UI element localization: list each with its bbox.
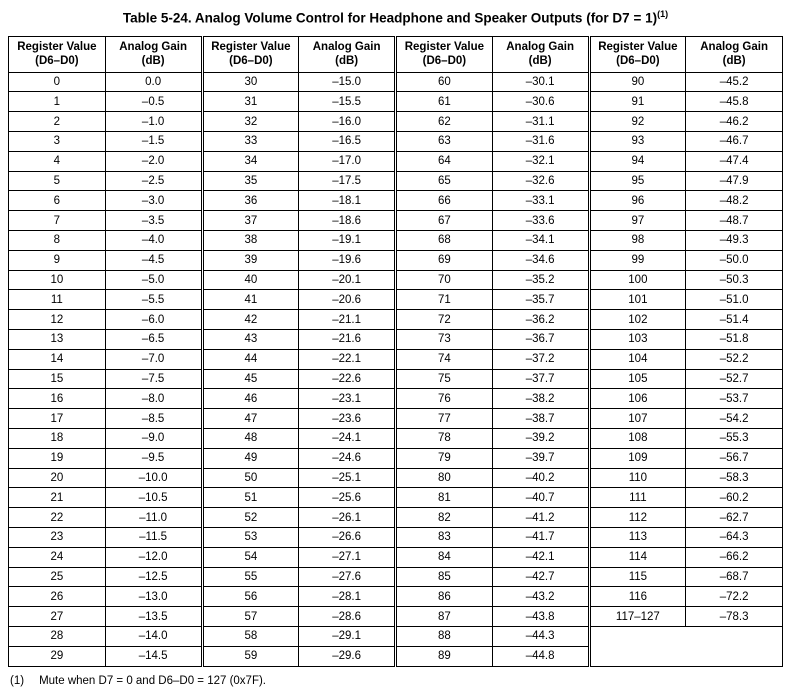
footnote-text: Mute when D7 = 0 and D6–D0 = 127 (0x7F). xyxy=(39,674,266,687)
analog-gain-cell: –20.6 xyxy=(299,290,396,310)
analog-gain-cell: –30.6 xyxy=(492,92,589,112)
register-value-cell: 95 xyxy=(589,171,686,191)
analog-gain-cell: –1.5 xyxy=(105,132,202,152)
register-value-cell: 43 xyxy=(202,330,299,350)
analog-gain-cell: –14.5 xyxy=(105,646,202,666)
register-value-cell: 0 xyxy=(9,72,106,92)
register-value-cell: 79 xyxy=(396,448,493,468)
register-value-cell: 106 xyxy=(589,389,686,409)
analog-gain-cell: –9.5 xyxy=(105,448,202,468)
register-value-cell: 72 xyxy=(396,310,493,330)
register-value-cell: 111 xyxy=(589,488,686,508)
register-value-cell: 10 xyxy=(9,270,106,290)
analog-gain-cell: –66.2 xyxy=(686,547,783,567)
register-value-cell: 83 xyxy=(396,528,493,548)
table-row xyxy=(9,231,783,251)
analog-gain-cell: –22.6 xyxy=(299,369,396,389)
register-value-cell: 30 xyxy=(202,72,299,92)
table-row xyxy=(9,409,783,429)
register-value-cell: 2 xyxy=(9,112,106,132)
register-value-cell: 27 xyxy=(9,607,106,627)
footnote xyxy=(8,675,783,687)
register-value-cell: 85 xyxy=(396,567,493,587)
register-value-cell: 94 xyxy=(589,151,686,171)
register-value-cell: 56 xyxy=(202,587,299,607)
register-value-cell: 25 xyxy=(9,567,106,587)
analog-gain-cell: –23.6 xyxy=(299,409,396,429)
analog-gain-cell: –19.1 xyxy=(299,231,396,251)
register-value-cell: 92 xyxy=(589,112,686,132)
table-row xyxy=(9,132,783,152)
register-value-cell: 98 xyxy=(589,231,686,251)
analog-gain-cell: –32.6 xyxy=(492,171,589,191)
register-value-cell: 108 xyxy=(589,429,686,449)
register-value-cell: 47 xyxy=(202,409,299,429)
register-value-cell: 88 xyxy=(396,627,493,647)
table-row xyxy=(9,547,783,567)
register-value-cell: 74 xyxy=(396,349,493,369)
register-value-cell: 96 xyxy=(589,191,686,211)
analog-gain-cell: –64.3 xyxy=(686,528,783,548)
register-value-cell: 22 xyxy=(9,508,106,528)
analog-gain-cell: –31.1 xyxy=(492,112,589,132)
analog-gain-cell: –15.0 xyxy=(299,72,396,92)
analog-gain-cell: –48.2 xyxy=(686,191,783,211)
table-row xyxy=(9,330,783,350)
register-value-cell: 35 xyxy=(202,171,299,191)
register-value-cell: 1 xyxy=(9,92,106,112)
register-value-cell: 17 xyxy=(9,409,106,429)
register-value-cell: 36 xyxy=(202,191,299,211)
analog-gain-cell: –52.2 xyxy=(686,349,783,369)
register-value-cell: 41 xyxy=(202,290,299,310)
register-value-cell: 18 xyxy=(9,429,106,449)
analog-gain-cell: –42.1 xyxy=(492,547,589,567)
analog-gain-cell: –52.7 xyxy=(686,369,783,389)
analog-gain-cell: –39.2 xyxy=(492,429,589,449)
analog-gain-cell: –56.7 xyxy=(686,448,783,468)
analog-gain-cell: –11.0 xyxy=(105,508,202,528)
analog-gain-cell: –22.1 xyxy=(299,349,396,369)
analog-gain-cell: –40.7 xyxy=(492,488,589,508)
register-value-cell: 103 xyxy=(589,330,686,350)
analog-gain-cell: –6.0 xyxy=(105,310,202,330)
table-row xyxy=(9,310,783,330)
analog-gain-cell: –7.5 xyxy=(105,369,202,389)
analog-gain-cell: –27.1 xyxy=(299,547,396,567)
register-value-cell: 115 xyxy=(589,567,686,587)
analog-gain-cell: –50.3 xyxy=(686,270,783,290)
register-value-cell: 66 xyxy=(396,191,493,211)
analog-gain-cell: –4.5 xyxy=(105,250,202,270)
analog-gain-cell: –28.6 xyxy=(299,607,396,627)
register-value-cell: 54 xyxy=(202,547,299,567)
analog-gain-cell: –15.5 xyxy=(299,92,396,112)
analog-gain-cell: –11.5 xyxy=(105,528,202,548)
register-value-cell: 107 xyxy=(589,409,686,429)
analog-gain-cell: –29.1 xyxy=(299,627,396,647)
register-value-cell: 110 xyxy=(589,468,686,488)
register-value-cell: 15 xyxy=(9,369,106,389)
register-value-cell: 58 xyxy=(202,627,299,647)
analog-gain-cell: –42.7 xyxy=(492,567,589,587)
analog-gain-cell: –26.1 xyxy=(299,508,396,528)
table-row xyxy=(9,567,783,587)
table-row xyxy=(9,151,783,171)
analog-gain-cell: –12.5 xyxy=(105,567,202,587)
analog-gain-cell: –44.8 xyxy=(492,646,589,666)
register-value-cell: 42 xyxy=(202,310,299,330)
analog-gain-cell: –51.8 xyxy=(686,330,783,350)
analog-gain-cell: –44.3 xyxy=(492,627,589,647)
analog-gain-cell: –8.5 xyxy=(105,409,202,429)
register-value-cell: 23 xyxy=(9,528,106,548)
analog-gain-cell: –6.5 xyxy=(105,330,202,350)
register-value-cell: 105 xyxy=(589,369,686,389)
register-value-cell: 109 xyxy=(589,448,686,468)
analog-gain-cell: –5.0 xyxy=(105,270,202,290)
analog-gain-header: Analog Gain (dB) xyxy=(299,36,396,72)
analog-gain-cell: –35.7 xyxy=(492,290,589,310)
analog-gain-cell: –38.7 xyxy=(492,409,589,429)
register-value-cell: 9 xyxy=(9,250,106,270)
register-value-cell: 84 xyxy=(396,547,493,567)
analog-gain-cell: –48.7 xyxy=(686,211,783,231)
table-row xyxy=(9,429,783,449)
analog-gain-cell: –34.6 xyxy=(492,250,589,270)
register-value-cell: 3 xyxy=(9,132,106,152)
analog-gain-cell: –34.1 xyxy=(492,231,589,251)
table-row xyxy=(9,171,783,191)
analog-gain-cell: –53.7 xyxy=(686,389,783,409)
analog-gain-cell: –3.0 xyxy=(105,191,202,211)
register-value-cell: 38 xyxy=(202,231,299,251)
analog-gain-cell: –27.6 xyxy=(299,567,396,587)
analog-gain-cell: –17.5 xyxy=(299,171,396,191)
register-value-cell: 12 xyxy=(9,310,106,330)
table-row xyxy=(9,349,783,369)
register-value-cell: 55 xyxy=(202,567,299,587)
register-value-cell: 6 xyxy=(9,191,106,211)
register-value-header: Register Value (D6–D0) xyxy=(396,36,493,72)
analog-gain-cell: –9.0 xyxy=(105,429,202,449)
table-row xyxy=(9,211,783,231)
table-row xyxy=(9,528,783,548)
register-value-cell: 101 xyxy=(589,290,686,310)
analog-gain-cell: –45.8 xyxy=(686,92,783,112)
analog-gain-cell: –26.6 xyxy=(299,528,396,548)
register-value-cell: 97 xyxy=(589,211,686,231)
register-value-cell: 45 xyxy=(202,369,299,389)
register-value-cell: 114 xyxy=(589,547,686,567)
analog-gain-cell: –17.0 xyxy=(299,151,396,171)
table-row xyxy=(9,369,783,389)
register-value-cell: 4 xyxy=(9,151,106,171)
register-value-cell: 51 xyxy=(202,488,299,508)
analog-gain-cell: –68.7 xyxy=(686,567,783,587)
register-value-cell: 21 xyxy=(9,488,106,508)
register-value-cell: 68 xyxy=(396,231,493,251)
analog-gain-header: Analog Gain (dB) xyxy=(105,36,202,72)
register-value-cell: 93 xyxy=(589,132,686,152)
analog-gain-cell: –29.6 xyxy=(299,646,396,666)
analog-gain-cell: 0.0 xyxy=(105,72,202,92)
analog-gain-cell: –24.1 xyxy=(299,429,396,449)
analog-gain-cell: –12.0 xyxy=(105,547,202,567)
table-title-footnote-ref: (1) xyxy=(657,9,669,19)
analog-gain-cell: –43.8 xyxy=(492,607,589,627)
analog-gain-cell: –16.0 xyxy=(299,112,396,132)
analog-volume-table xyxy=(8,36,783,667)
analog-gain-cell: –51.4 xyxy=(686,310,783,330)
register-value-header: Register Value (D6–D0) xyxy=(202,36,299,72)
table-row xyxy=(9,468,783,488)
analog-gain-cell: –38.2 xyxy=(492,389,589,409)
register-value-cell: 33 xyxy=(202,132,299,152)
analog-gain-header: Analog Gain (dB) xyxy=(686,36,783,72)
table-row xyxy=(9,72,783,92)
analog-gain-cell: –30.1 xyxy=(492,72,589,92)
analog-gain-cell: –47.4 xyxy=(686,151,783,171)
analog-gain-cell: –50.0 xyxy=(686,250,783,270)
register-value-cell: 102 xyxy=(589,310,686,330)
register-value-cell: 75 xyxy=(396,369,493,389)
register-value-cell: 59 xyxy=(202,646,299,666)
register-value-cell: 26 xyxy=(9,587,106,607)
table-row xyxy=(9,389,783,409)
table-row xyxy=(9,250,783,270)
analog-gain-cell: –18.1 xyxy=(299,191,396,211)
analog-gain-cell: –8.0 xyxy=(105,389,202,409)
analog-gain-cell: –43.2 xyxy=(492,587,589,607)
register-value-cell: 53 xyxy=(202,528,299,548)
register-value-cell: 11 xyxy=(9,290,106,310)
register-value-cell: 16 xyxy=(9,389,106,409)
register-value-cell: 64 xyxy=(396,151,493,171)
register-value-cell: 80 xyxy=(396,468,493,488)
register-value-cell: 14 xyxy=(9,349,106,369)
register-value-cell: 69 xyxy=(396,250,493,270)
register-value-cell: 89 xyxy=(396,646,493,666)
register-value-cell: 100 xyxy=(589,270,686,290)
analog-gain-cell: –31.6 xyxy=(492,132,589,152)
register-value-cell: 7 xyxy=(9,211,106,231)
register-value-cell: 77 xyxy=(396,409,493,429)
analog-gain-cell: –16.5 xyxy=(299,132,396,152)
analog-gain-cell: –21.1 xyxy=(299,310,396,330)
analog-gain-cell: –1.0 xyxy=(105,112,202,132)
analog-gain-cell: –39.7 xyxy=(492,448,589,468)
register-value-cell: 87 xyxy=(396,607,493,627)
analog-gain-cell: –49.3 xyxy=(686,231,783,251)
register-value-cell: 65 xyxy=(396,171,493,191)
register-value-cell: 81 xyxy=(396,488,493,508)
analog-gain-cell: –78.3 xyxy=(686,607,783,627)
register-value-cell: 116 xyxy=(589,587,686,607)
analog-gain-cell: –46.7 xyxy=(686,132,783,152)
register-value-cell: 73 xyxy=(396,330,493,350)
analog-gain-cell: –41.2 xyxy=(492,508,589,528)
empty-cell xyxy=(589,627,783,667)
analog-gain-cell: –3.5 xyxy=(105,211,202,231)
register-value-cell: 29 xyxy=(9,646,106,666)
analog-gain-cell: –40.2 xyxy=(492,468,589,488)
table-header xyxy=(9,36,783,72)
analog-gain-cell: –4.0 xyxy=(105,231,202,251)
register-value-header: Register Value (D6–D0) xyxy=(9,36,106,72)
analog-gain-cell: –13.0 xyxy=(105,587,202,607)
analog-gain-cell: –46.2 xyxy=(686,112,783,132)
header-row xyxy=(9,36,783,72)
register-value-cell: 49 xyxy=(202,448,299,468)
register-value-cell: 90 xyxy=(589,72,686,92)
register-value-cell: 39 xyxy=(202,250,299,270)
table-row xyxy=(9,92,783,112)
analog-gain-cell: –35.2 xyxy=(492,270,589,290)
register-value-cell: 82 xyxy=(396,508,493,528)
register-value-cell: 67 xyxy=(396,211,493,231)
register-value-cell: 112 xyxy=(589,508,686,528)
analog-gain-cell: –62.7 xyxy=(686,508,783,528)
analog-gain-cell: –23.1 xyxy=(299,389,396,409)
register-value-cell: 19 xyxy=(9,448,106,468)
analog-gain-cell: –10.0 xyxy=(105,468,202,488)
table-row xyxy=(9,488,783,508)
register-value-cell: 37 xyxy=(202,211,299,231)
table-row xyxy=(9,587,783,607)
register-value-cell: 24 xyxy=(9,547,106,567)
register-value-cell: 46 xyxy=(202,389,299,409)
register-value-cell: 44 xyxy=(202,349,299,369)
register-value-cell: 99 xyxy=(589,250,686,270)
register-value-cell: 8 xyxy=(9,231,106,251)
analog-gain-cell: –24.6 xyxy=(299,448,396,468)
analog-gain-cell: –28.1 xyxy=(299,587,396,607)
register-value-cell: 70 xyxy=(396,270,493,290)
analog-gain-cell: –25.1 xyxy=(299,468,396,488)
analog-gain-cell: –20.1 xyxy=(299,270,396,290)
analog-gain-cell: –0.5 xyxy=(105,92,202,112)
register-value-cell: 63 xyxy=(396,132,493,152)
table-title-text: Table 5-24. Analog Volume Control for Headphone and Speaker Outputs (for D7 = 1) xyxy=(122,10,658,26)
register-value-cell: 28 xyxy=(9,627,106,647)
analog-gain-cell: –55.3 xyxy=(686,429,783,449)
analog-gain-cell: –37.2 xyxy=(492,349,589,369)
analog-gain-cell: –25.6 xyxy=(299,488,396,508)
analog-gain-cell: –36.2 xyxy=(492,310,589,330)
analog-gain-cell: –72.2 xyxy=(686,587,783,607)
register-value-cell: 5 xyxy=(9,171,106,191)
analog-gain-cell: –47.9 xyxy=(686,171,783,191)
analog-gain-cell: –58.3 xyxy=(686,468,783,488)
analog-gain-cell: –41.7 xyxy=(492,528,589,548)
analog-gain-cell: –32.1 xyxy=(492,151,589,171)
table-title xyxy=(8,9,783,27)
analog-gain-cell: –33.1 xyxy=(492,191,589,211)
register-value-cell: 50 xyxy=(202,468,299,488)
table-row xyxy=(9,112,783,132)
register-value-cell: 76 xyxy=(396,389,493,409)
analog-gain-cell: –21.6 xyxy=(299,330,396,350)
register-value-cell: 86 xyxy=(396,587,493,607)
register-value-cell: 104 xyxy=(589,349,686,369)
analog-gain-cell: –45.2 xyxy=(686,72,783,92)
register-value-cell: 48 xyxy=(202,429,299,449)
register-value-cell: 60 xyxy=(396,72,493,92)
register-value-cell: 78 xyxy=(396,429,493,449)
analog-gain-header: Analog Gain (dB) xyxy=(492,36,589,72)
register-value-cell: 71 xyxy=(396,290,493,310)
analog-gain-cell: –2.5 xyxy=(105,171,202,191)
analog-gain-cell: –19.6 xyxy=(299,250,396,270)
analog-gain-cell: –51.0 xyxy=(686,290,783,310)
register-value-cell: 61 xyxy=(396,92,493,112)
analog-gain-cell: –2.0 xyxy=(105,151,202,171)
register-value-cell: 32 xyxy=(202,112,299,132)
register-value-cell: 57 xyxy=(202,607,299,627)
table-row xyxy=(9,270,783,290)
register-value-header: Register Value (D6–D0) xyxy=(589,36,686,72)
register-value-cell: 34 xyxy=(202,151,299,171)
table-body xyxy=(9,72,783,666)
register-value-cell: 52 xyxy=(202,508,299,528)
analog-gain-cell: –10.5 xyxy=(105,488,202,508)
analog-gain-cell: –5.5 xyxy=(105,290,202,310)
analog-gain-cell: –7.0 xyxy=(105,349,202,369)
table-row xyxy=(9,508,783,528)
analog-gain-cell: –33.6 xyxy=(492,211,589,231)
table-row xyxy=(9,191,783,211)
register-value-cell: 20 xyxy=(9,468,106,488)
register-value-cell: 40 xyxy=(202,270,299,290)
analog-gain-cell: –18.6 xyxy=(299,211,396,231)
register-value-cell: 113 xyxy=(589,528,686,548)
footnote-marker: (1) xyxy=(10,674,25,687)
register-value-cell: 62 xyxy=(396,112,493,132)
register-value-cell: 117–127 xyxy=(589,607,686,627)
analog-gain-cell: –54.2 xyxy=(686,409,783,429)
analog-gain-cell: –37.7 xyxy=(492,369,589,389)
analog-gain-cell: –60.2 xyxy=(686,488,783,508)
table-row xyxy=(9,627,783,647)
analog-gain-cell: –14.0 xyxy=(105,627,202,647)
table-row xyxy=(9,290,783,310)
analog-gain-cell: –36.7 xyxy=(492,330,589,350)
analog-gain-cell: –13.5 xyxy=(105,607,202,627)
register-value-cell: 31 xyxy=(202,92,299,112)
table-row xyxy=(9,448,783,468)
register-value-cell: 91 xyxy=(589,92,686,112)
register-value-cell: 13 xyxy=(9,330,106,350)
table-row xyxy=(9,607,783,627)
